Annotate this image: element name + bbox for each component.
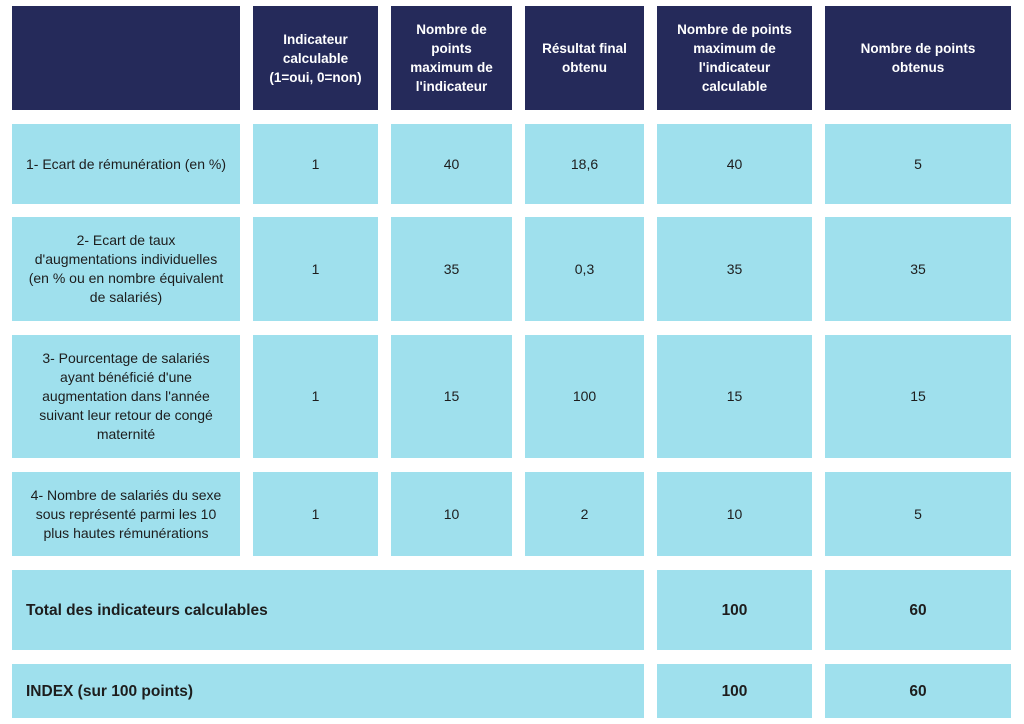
row-4-max-points: 10	[391, 472, 512, 556]
row-4-result: 2	[525, 472, 644, 556]
row-2-label: 2- Ecart de taux d'augmentations individuelles (en % ou en nombre équivalent de salariés)	[12, 217, 240, 321]
index-label: INDEX (sur 100 points)	[12, 664, 644, 718]
row-3-max-calculable: 15	[657, 335, 812, 458]
index-max-calculable: 100	[657, 664, 812, 718]
row-4-calculable: 1	[253, 472, 378, 556]
row-2-calculable: 1	[253, 217, 378, 321]
row-4-label: 4- Nombre de salariés du sexe sous représenté parmi les 10 plus hautes rémunérations	[12, 472, 240, 556]
total-max-calculable: 100	[657, 570, 812, 650]
row-1-label: 1- Ecart de rémunération (en %)	[12, 124, 240, 204]
header-result: Résultat final obtenu	[525, 6, 644, 110]
row-2-points: 35	[825, 217, 1011, 321]
row-3-max-points: 15	[391, 335, 512, 458]
row-4-max-calculable: 10	[657, 472, 812, 556]
row-2-max-points: 35	[391, 217, 512, 321]
total-label: Total des indicateurs calculables	[12, 570, 644, 650]
row-1-max-calculable: 40	[657, 124, 812, 204]
row-2-max-calculable: 35	[657, 217, 812, 321]
header-max-calculable: Nombre de points maximum de l'indicateur calculable	[657, 6, 812, 110]
row-3-label: 3- Pourcentage de salariés ayant bénéficié d'une augmentation dans l'année suivant leur retour de congé maternité	[12, 335, 240, 458]
row-1-points: 5	[825, 124, 1011, 204]
header-points-obtained: Nombre de points obtenus	[825, 6, 1011, 110]
total-points: 60	[825, 570, 1011, 650]
index-points: 60	[825, 664, 1011, 718]
row-3-points: 15	[825, 335, 1011, 458]
header-empty-cell	[12, 6, 240, 110]
row-3-calculable: 1	[253, 335, 378, 458]
row-1-result: 18,6	[525, 124, 644, 204]
row-1-calculable: 1	[253, 124, 378, 204]
row-4-points: 5	[825, 472, 1011, 556]
row-2-result: 0,3	[525, 217, 644, 321]
header-max-points: Nombre de points maximum de l'indicateur	[391, 6, 512, 110]
row-1-max-points: 40	[391, 124, 512, 204]
header-calculable: Indicateur calculable (1=oui, 0=non)	[253, 6, 378, 110]
row-3-result: 100	[525, 335, 644, 458]
